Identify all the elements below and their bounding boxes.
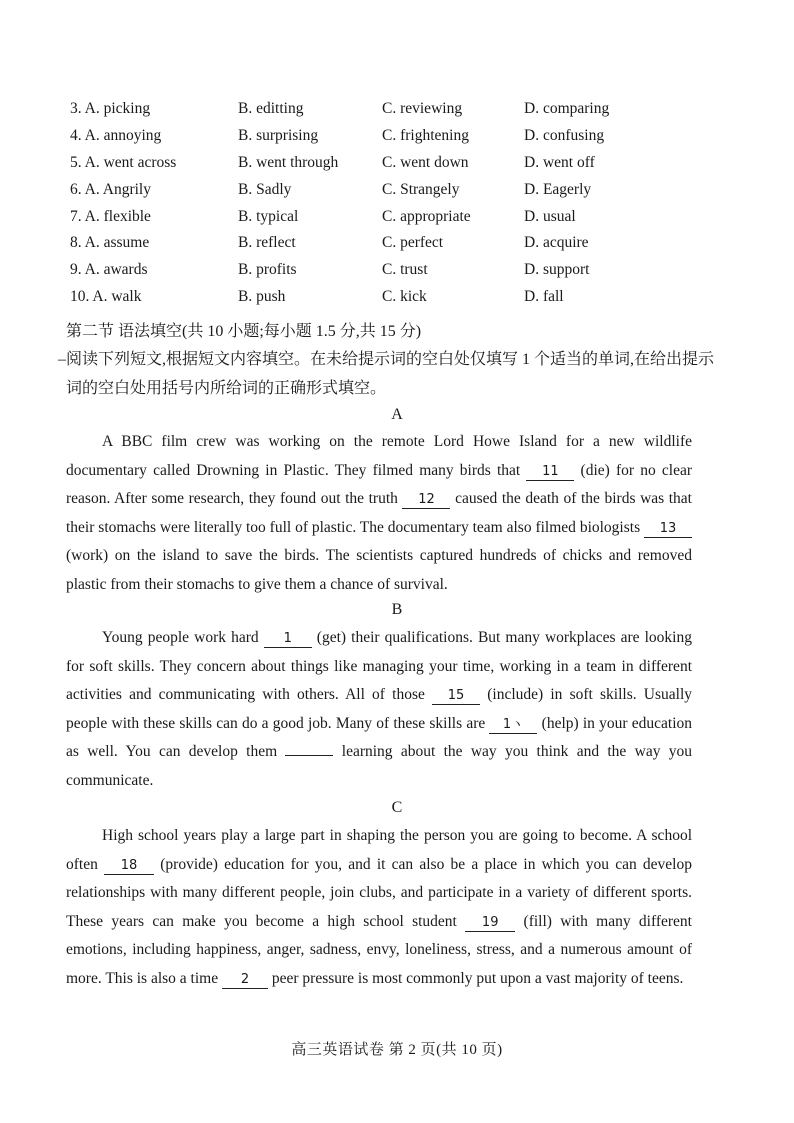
- option-b: B. Sadly: [238, 180, 292, 198]
- blank-16[interactable]: 1ヽ: [489, 717, 537, 734]
- blank-18[interactable]: 18: [104, 858, 154, 875]
- option-c: C. Strangely: [382, 180, 460, 198]
- option-c: C. trust: [382, 261, 428, 279]
- option-b: B. editting: [238, 100, 304, 117]
- option-c: C. appropriate: [382, 207, 471, 225]
- option-row-9: [70, 261, 730, 288]
- option-a: A. walk: [92, 288, 142, 306]
- passage-a: A BBC film crew was working on the remote Lord Howe Island for a new wildlife documentary called Drowning in Plastic. They filmed many birds that 11 (die) for no clear reason. After some research, they found out the truth 12 caused the death of the birds was that their stomachs were literally too full of plastic. The documentary team also filmed biologists 13 (work) on the island to save the birds. The scientists captured hundreds of chicks and removed plastic from their stomachs to give them a chance of survival.: [66, 433, 692, 593]
- passage-b-label: B: [391, 601, 403, 618]
- option-a: A. flexible: [84, 207, 151, 225]
- question-number: 3.: [70, 100, 82, 117]
- option-d: D. usual: [524, 207, 576, 225]
- option-row-5: [70, 154, 730, 181]
- option-a: A. Angrily: [84, 180, 151, 198]
- section-instruction: –阅读下列短文,根据短文内容填空。在未给提示词的空白处仅填写 1 个适当的单词,在给出提示词的空白处用括号内所给词的正确形式填空。: [58, 351, 715, 397]
- question-number: 4.: [70, 126, 82, 144]
- option-row-8: [70, 234, 730, 261]
- question-number: 10.: [70, 288, 90, 306]
- option-row-3: [70, 100, 730, 127]
- option-row-6: [70, 181, 730, 208]
- passage-a-label: A: [391, 406, 403, 423]
- blank-15[interactable]: 15: [432, 688, 480, 705]
- section-title: 第二节 语法填空(共 10 小题;每小题 1.5 分,共 15 分): [66, 323, 422, 340]
- option-b: B. push: [238, 288, 286, 306]
- blank-13[interactable]: 13: [644, 521, 692, 538]
- question-number: 6.: [70, 180, 82, 198]
- option-a: A. went across: [84, 153, 177, 171]
- option-b: B. reflect: [238, 234, 296, 252]
- question-number: 9.: [70, 261, 82, 279]
- option-row-7: [70, 208, 730, 235]
- option-b: B. typical: [238, 207, 299, 225]
- option-d: D. confusing: [524, 126, 605, 144]
- passage-c-label: C: [391, 799, 403, 816]
- page-footer: 高三英语试卷 第 2 页(共 10 页): [291, 1042, 503, 1058]
- option-d: D. acquire: [524, 234, 589, 252]
- option-a: A. picking: [84, 100, 151, 117]
- option-d: D. comparing: [524, 100, 610, 117]
- blank-19[interactable]: 19: [465, 915, 515, 932]
- passage-c: High school years play a large part in shaping the person you are going to become. A school often 18 (provide) education for you, and it can also be a place in which you can develop relationships with many different people, join clubs, and participate in a variety of different sports. These years can make you become a high school student 19 (fill) with many different emotions, including happiness, anger, sadness, envy, loneliness, stress, and a numerous amount of more. This is also a time 2 peer pressure is most commonly put upon a vast majority of teens.: [66, 827, 692, 987]
- option-c: C. reviewing: [382, 100, 463, 117]
- option-d: D. Eagerly: [524, 180, 592, 198]
- option-a: A. assume: [84, 234, 150, 252]
- passage-b: Young people work hard 1 (get) their qualifications. But many workplaces are looking for soft skills. They concern about things like managing your time, working in a team in different activities and communicating with others. All of those 15 (include) in soft skills. Usually people with these skills can do a good job. Many of these skills are 1ヽ (help) in your education as well. You can develop them learning about the way you think and the way you communicate.: [66, 629, 693, 789]
- blank-14[interactable]: 1: [264, 631, 312, 648]
- option-a: A. annoying: [84, 126, 162, 144]
- blank-12[interactable]: 12: [402, 492, 450, 509]
- option-b: B. went through: [238, 153, 339, 171]
- option-d: D. support: [524, 261, 590, 279]
- multiple-choice-options: [70, 100, 730, 315]
- blank-17[interactable]: [285, 755, 333, 756]
- option-c: C. went down: [382, 153, 469, 171]
- question-number: 8.: [70, 234, 82, 252]
- option-c: C. perfect: [382, 234, 444, 252]
- option-a: A. awards: [84, 261, 148, 279]
- option-d: D. fall: [524, 288, 564, 306]
- question-number: 7.: [70, 207, 82, 225]
- option-b: B. profits: [238, 261, 297, 279]
- option-row-10: [70, 288, 730, 315]
- blank-11[interactable]: 11: [526, 464, 574, 481]
- option-c: C. frightening: [382, 126, 469, 144]
- blank-20[interactable]: 2: [222, 972, 268, 989]
- question-number: 5.: [70, 153, 82, 171]
- option-d: D. went off: [524, 153, 595, 171]
- option-c: C. kick: [382, 288, 427, 306]
- option-row-4: [70, 127, 730, 154]
- option-b: B. surprising: [238, 126, 319, 144]
